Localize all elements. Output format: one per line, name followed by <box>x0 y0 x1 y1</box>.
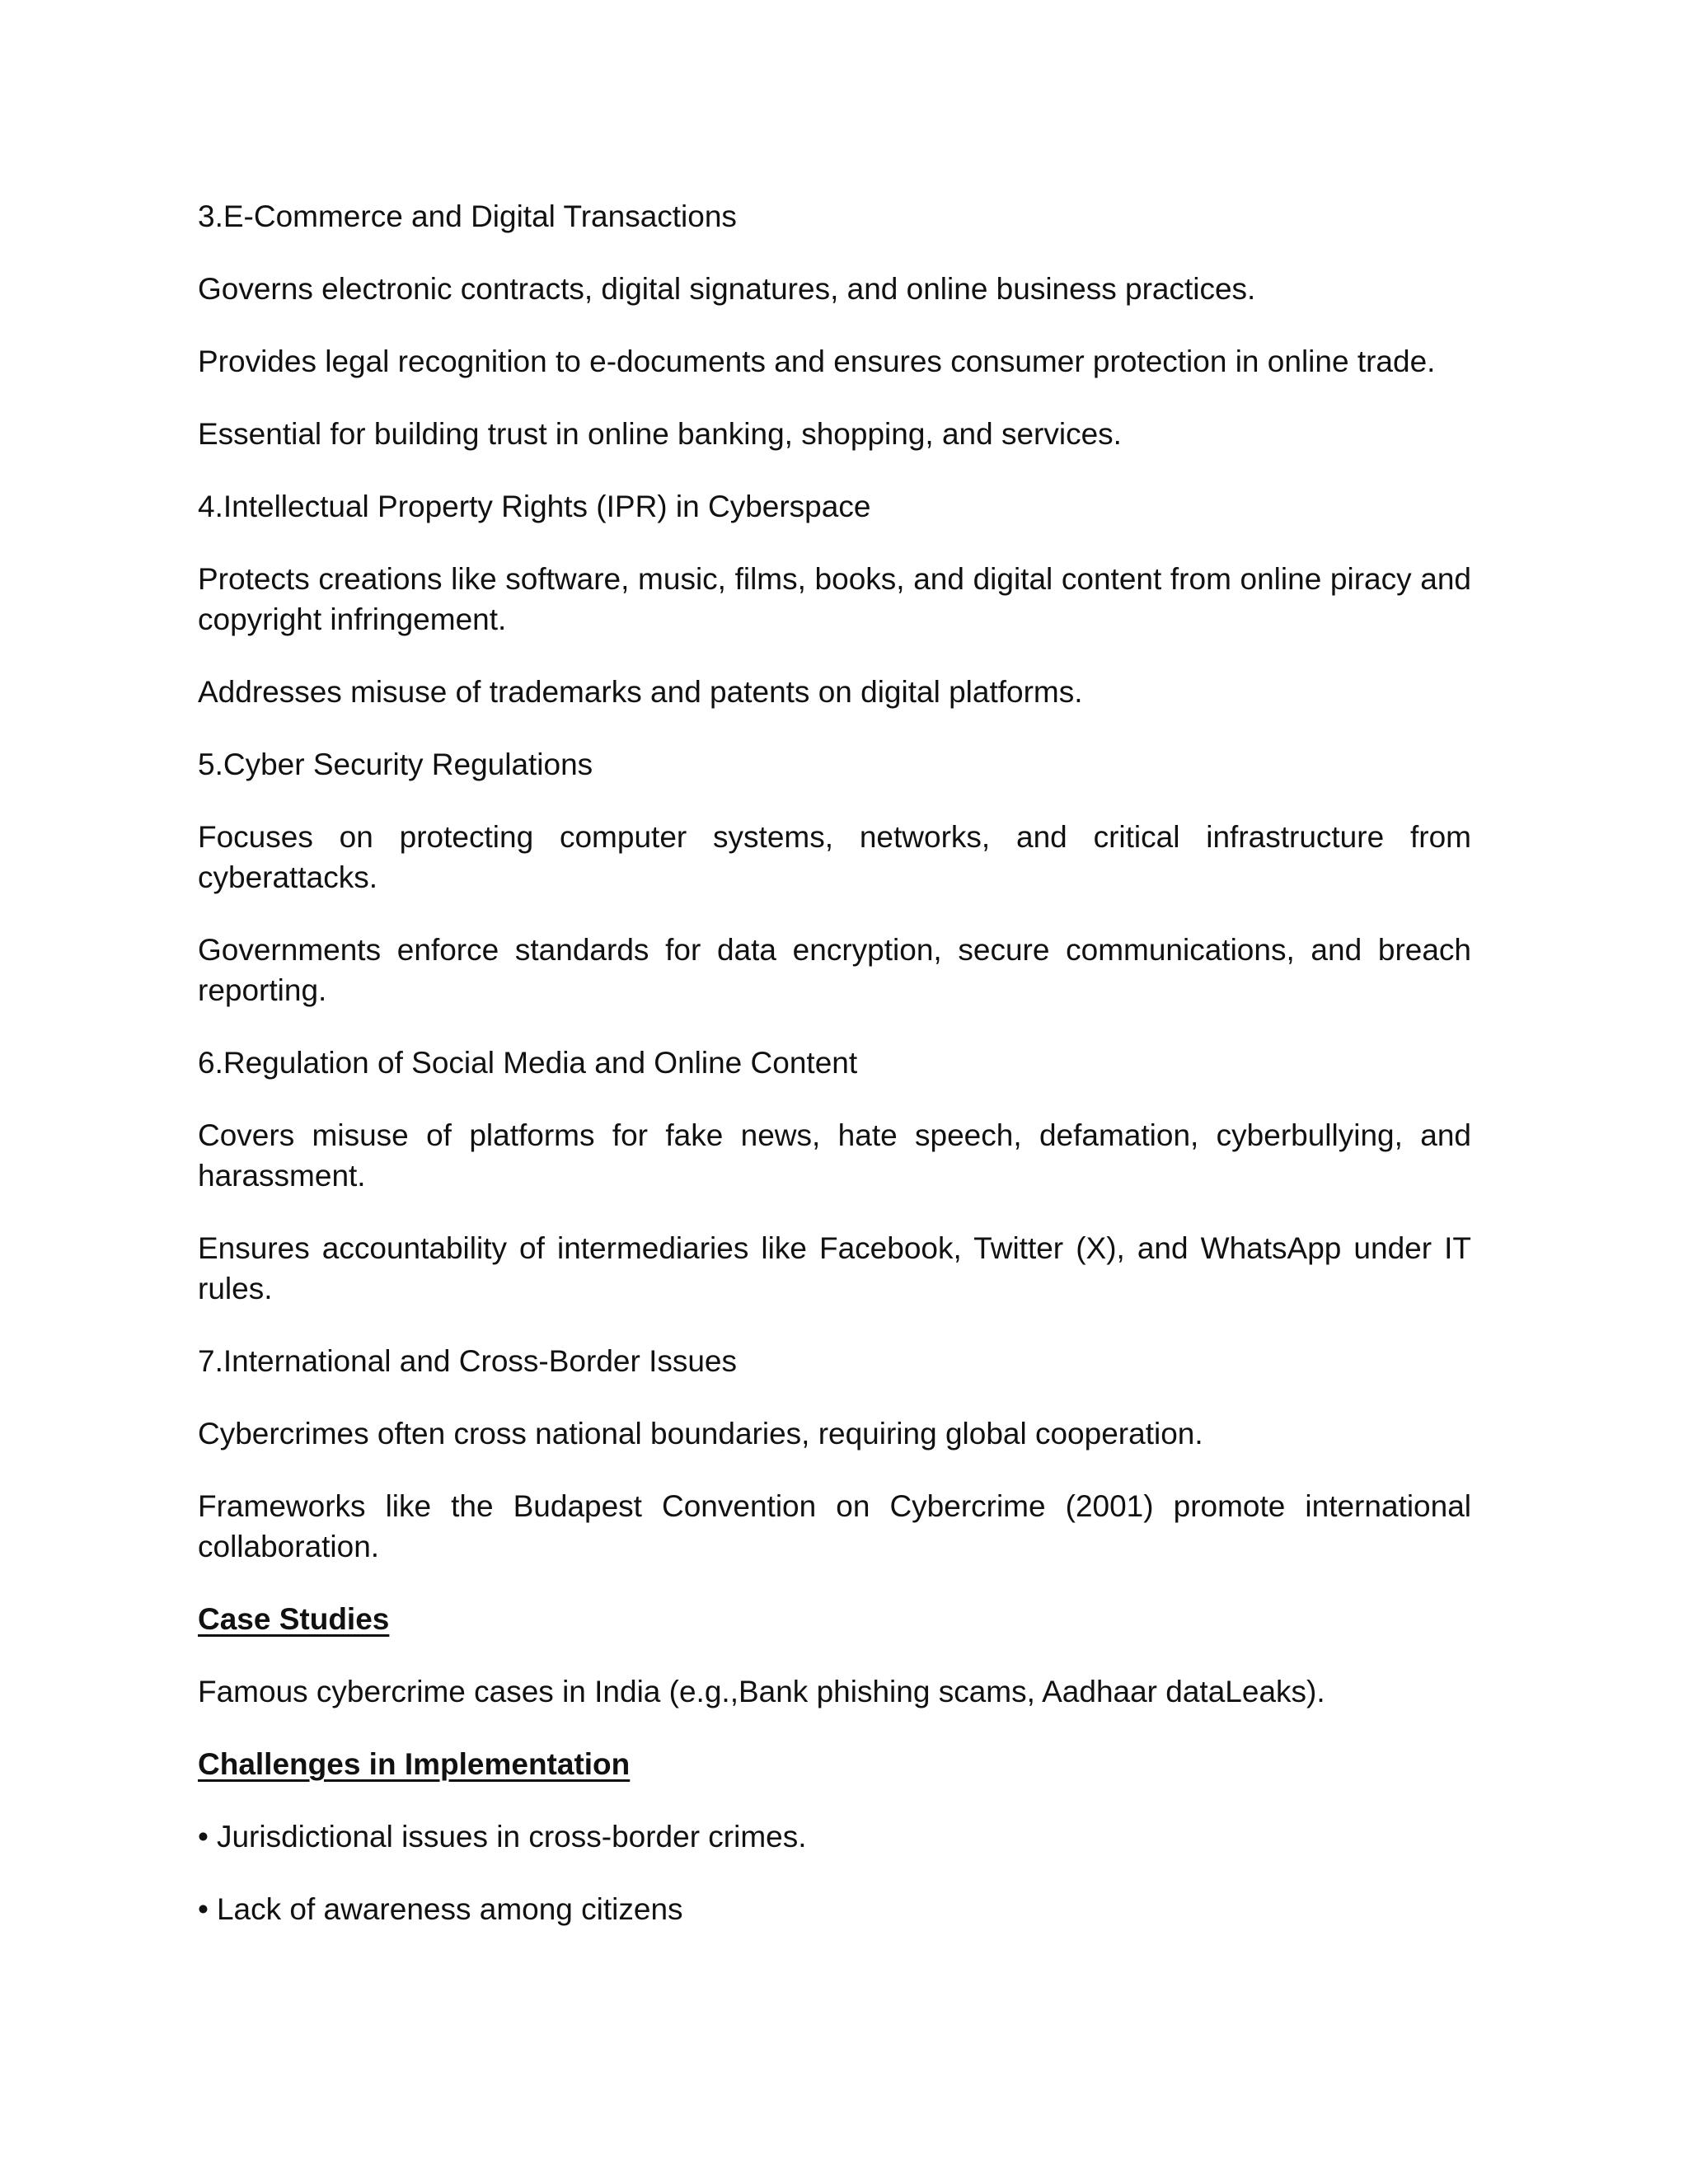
section-heading-social-media: 6.Regulation of Social Media and Online Content <box>198 1046 858 1080</box>
case-studies-title: Case Studies <box>198 1602 390 1636</box>
paragraph: Governs electronic contracts, digital signatures, and online business practices. <box>198 272 1256 306</box>
bullet-icon: • <box>198 1892 209 1926</box>
paragraph: Focuses on protecting computer systems, networks, and critical infrastructure from cyberattacks. <box>198 820 1471 894</box>
paragraph: Frameworks like the Budapest Convention on Cybercrime (2001) promote international collaboration. <box>198 1489 1471 1563</box>
bullet-item <box>198 1889 1471 1929</box>
challenges-title: Challenges in Implementation <box>198 1747 631 1781</box>
bullet-icon: • <box>198 1820 209 1854</box>
section-heading-ecommerce: 3.E-Commerce and Digital Transactions <box>198 199 737 233</box>
paragraph: Governments enforce standards for data encryption, secure communications, and breach reporting. <box>198 933 1471 1007</box>
paragraph: Addresses misuse of trademarks and patents on digital platforms. <box>198 675 1083 709</box>
section-heading-international: 7.International and Cross-Border Issues <box>198 1344 738 1378</box>
paragraph: Ensures accountability of intermediaries like Facebook, Twitter (X), and WhatsApp under IT rules. <box>198 1231 1471 1305</box>
bullet-text: Jurisdictional issues in cross-border crimes. <box>216 1820 807 1854</box>
paragraph: Essential for building trust in online banking, shopping, and services. <box>198 417 1122 451</box>
section-heading-ipr: 4.Intellectual Property Rights (IPR) in Cyberspace <box>198 490 871 523</box>
document-body <box>198 196 1471 1961</box>
paragraph: Famous cybercrime cases in India (e.g.,Bank phishing scams, Aadhaar dataLeaks). <box>198 1675 1325 1708</box>
section-heading-cyber-security: 5.Cyber Security Regulations <box>198 748 593 781</box>
paragraph: Provides legal recognition to e-documents and ensures consumer protection in online trade. <box>198 344 1436 378</box>
paragraph: Cybercrimes often cross national boundaries, requiring global cooperation. <box>198 1417 1203 1451</box>
paragraph: Covers misuse of platforms for fake news, hate speech, defamation, cyberbullying, and harassment. <box>198 1118 1471 1193</box>
bullet-text: Lack of awareness among citizens <box>216 1892 683 1926</box>
paragraph: Protects creations like software, music, films, books, and digital content from online piracy and copyright infringement. <box>198 562 1471 636</box>
bullet-item <box>198 1816 1471 1857</box>
